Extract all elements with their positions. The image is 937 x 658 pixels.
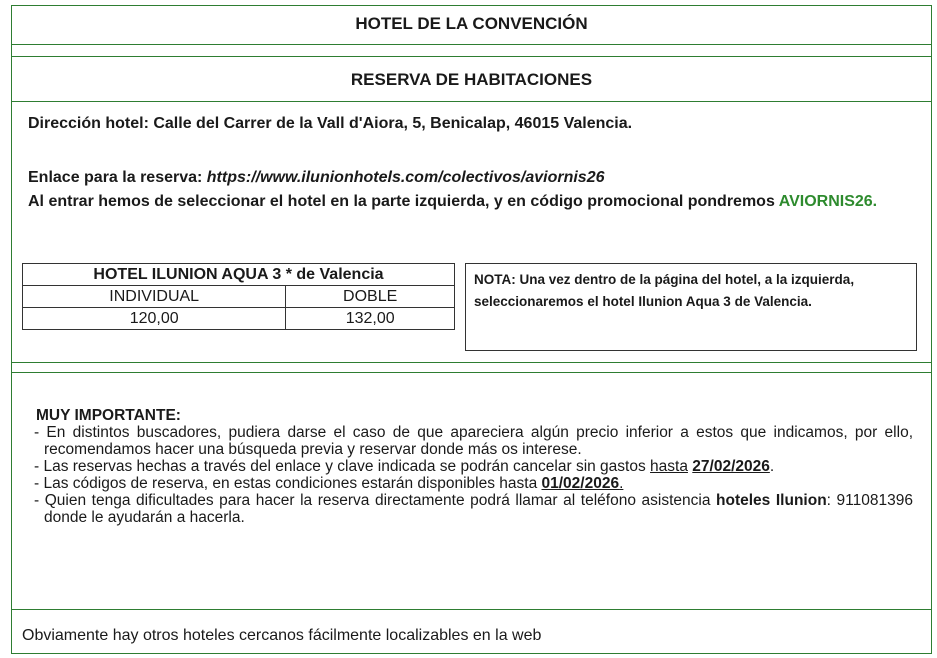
promo-code: AVIORNIS26.	[778, 193, 878, 210]
item-text: - Las reservas hechas a través del enlace y clave indicada se podrán cancelar sin gastos	[34, 458, 651, 475]
divider	[12, 101, 931, 102]
hotel-brand: hoteles Ilunion	[716, 492, 827, 509]
reservation-title: RESERVA DE HABITACIONES	[350, 70, 593, 89]
cancel-deadline: 27/02/2026	[692, 458, 770, 475]
important-heading: MUY IMPORTANTE:	[36, 407, 181, 424]
important-item: - Las reservas hechas a través del enlace y clave indicada se podrán cancelar sin gastos hasta 27/02/2026.	[34, 458, 775, 475]
rates-hotel-name: HOTEL ILUNION AQUA 3 * de Valencia	[23, 264, 455, 286]
item-text: : 911081396 donde le ayudarán a hacerla.	[44, 492, 913, 526]
hotel-address: Dirección hotel: Calle del Carrer de la Vall d'Aiora, 5, Benicalap, 46015 Valencia.	[28, 115, 633, 132]
rate-value-double: 132,00	[286, 308, 455, 330]
booking-instructions	[28, 190, 923, 214]
important-section	[34, 407, 913, 526]
rates-table	[22, 263, 455, 330]
item-text: - Las códigos de reserva, en estas condiciones estarán disponibles hasta	[34, 475, 542, 492]
important-item: - En distintos buscadores, pudiera darse el caso de que apareciera algún precio inferior a estos que indicamos, por ello, recomendamos hacer una búsqueda previa y reservar donde más os interese.	[34, 424, 913, 458]
divider	[12, 372, 931, 373]
important-item	[34, 492, 913, 526]
document-frame	[11, 5, 932, 654]
footer-note: Obviamente hay otros hoteles cercanos fácilmente localizables en la web	[22, 627, 542, 644]
rate-value-individual: 120,00	[23, 308, 286, 330]
booking-link-line	[28, 166, 923, 190]
nota-box: NOTA: Una vez dentro de la página del hotel, a la izquierda, seleccionaremos el hotel Ilunion Aqua 3 de Valencia.	[465, 263, 917, 351]
booking-link-url[interactable]: https://www.ilunionhotels.com/colectivos/aviornis26	[206, 169, 605, 186]
instruction-text: Al entrar hemos de seleccionar el hotel en la parte izquierda, y en código promocional pondremos	[28, 193, 779, 210]
item-until: hasta	[650, 458, 688, 475]
important-list	[34, 424, 913, 526]
divider	[12, 362, 931, 363]
divider	[12, 609, 931, 610]
booking-link-label: Enlace para la reserva:	[28, 169, 207, 186]
item-text: - Quien tenga dificultades para hacer la reserva directamente podrá llamar al teléfono asistencia	[34, 492, 717, 509]
rate-column-double: DOBLE	[286, 286, 455, 308]
divider	[12, 56, 931, 57]
rate-column-individual: INDIVIDUAL	[23, 286, 286, 308]
availability-deadline: 01/02/2026	[541, 475, 620, 492]
important-item: - Las códigos de reserva, en estas condiciones estarán disponibles hasta 01/02/2026.	[34, 475, 624, 492]
divider	[12, 44, 931, 45]
hotel-title: HOTEL DE LA CONVENCIÓN	[355, 14, 588, 33]
